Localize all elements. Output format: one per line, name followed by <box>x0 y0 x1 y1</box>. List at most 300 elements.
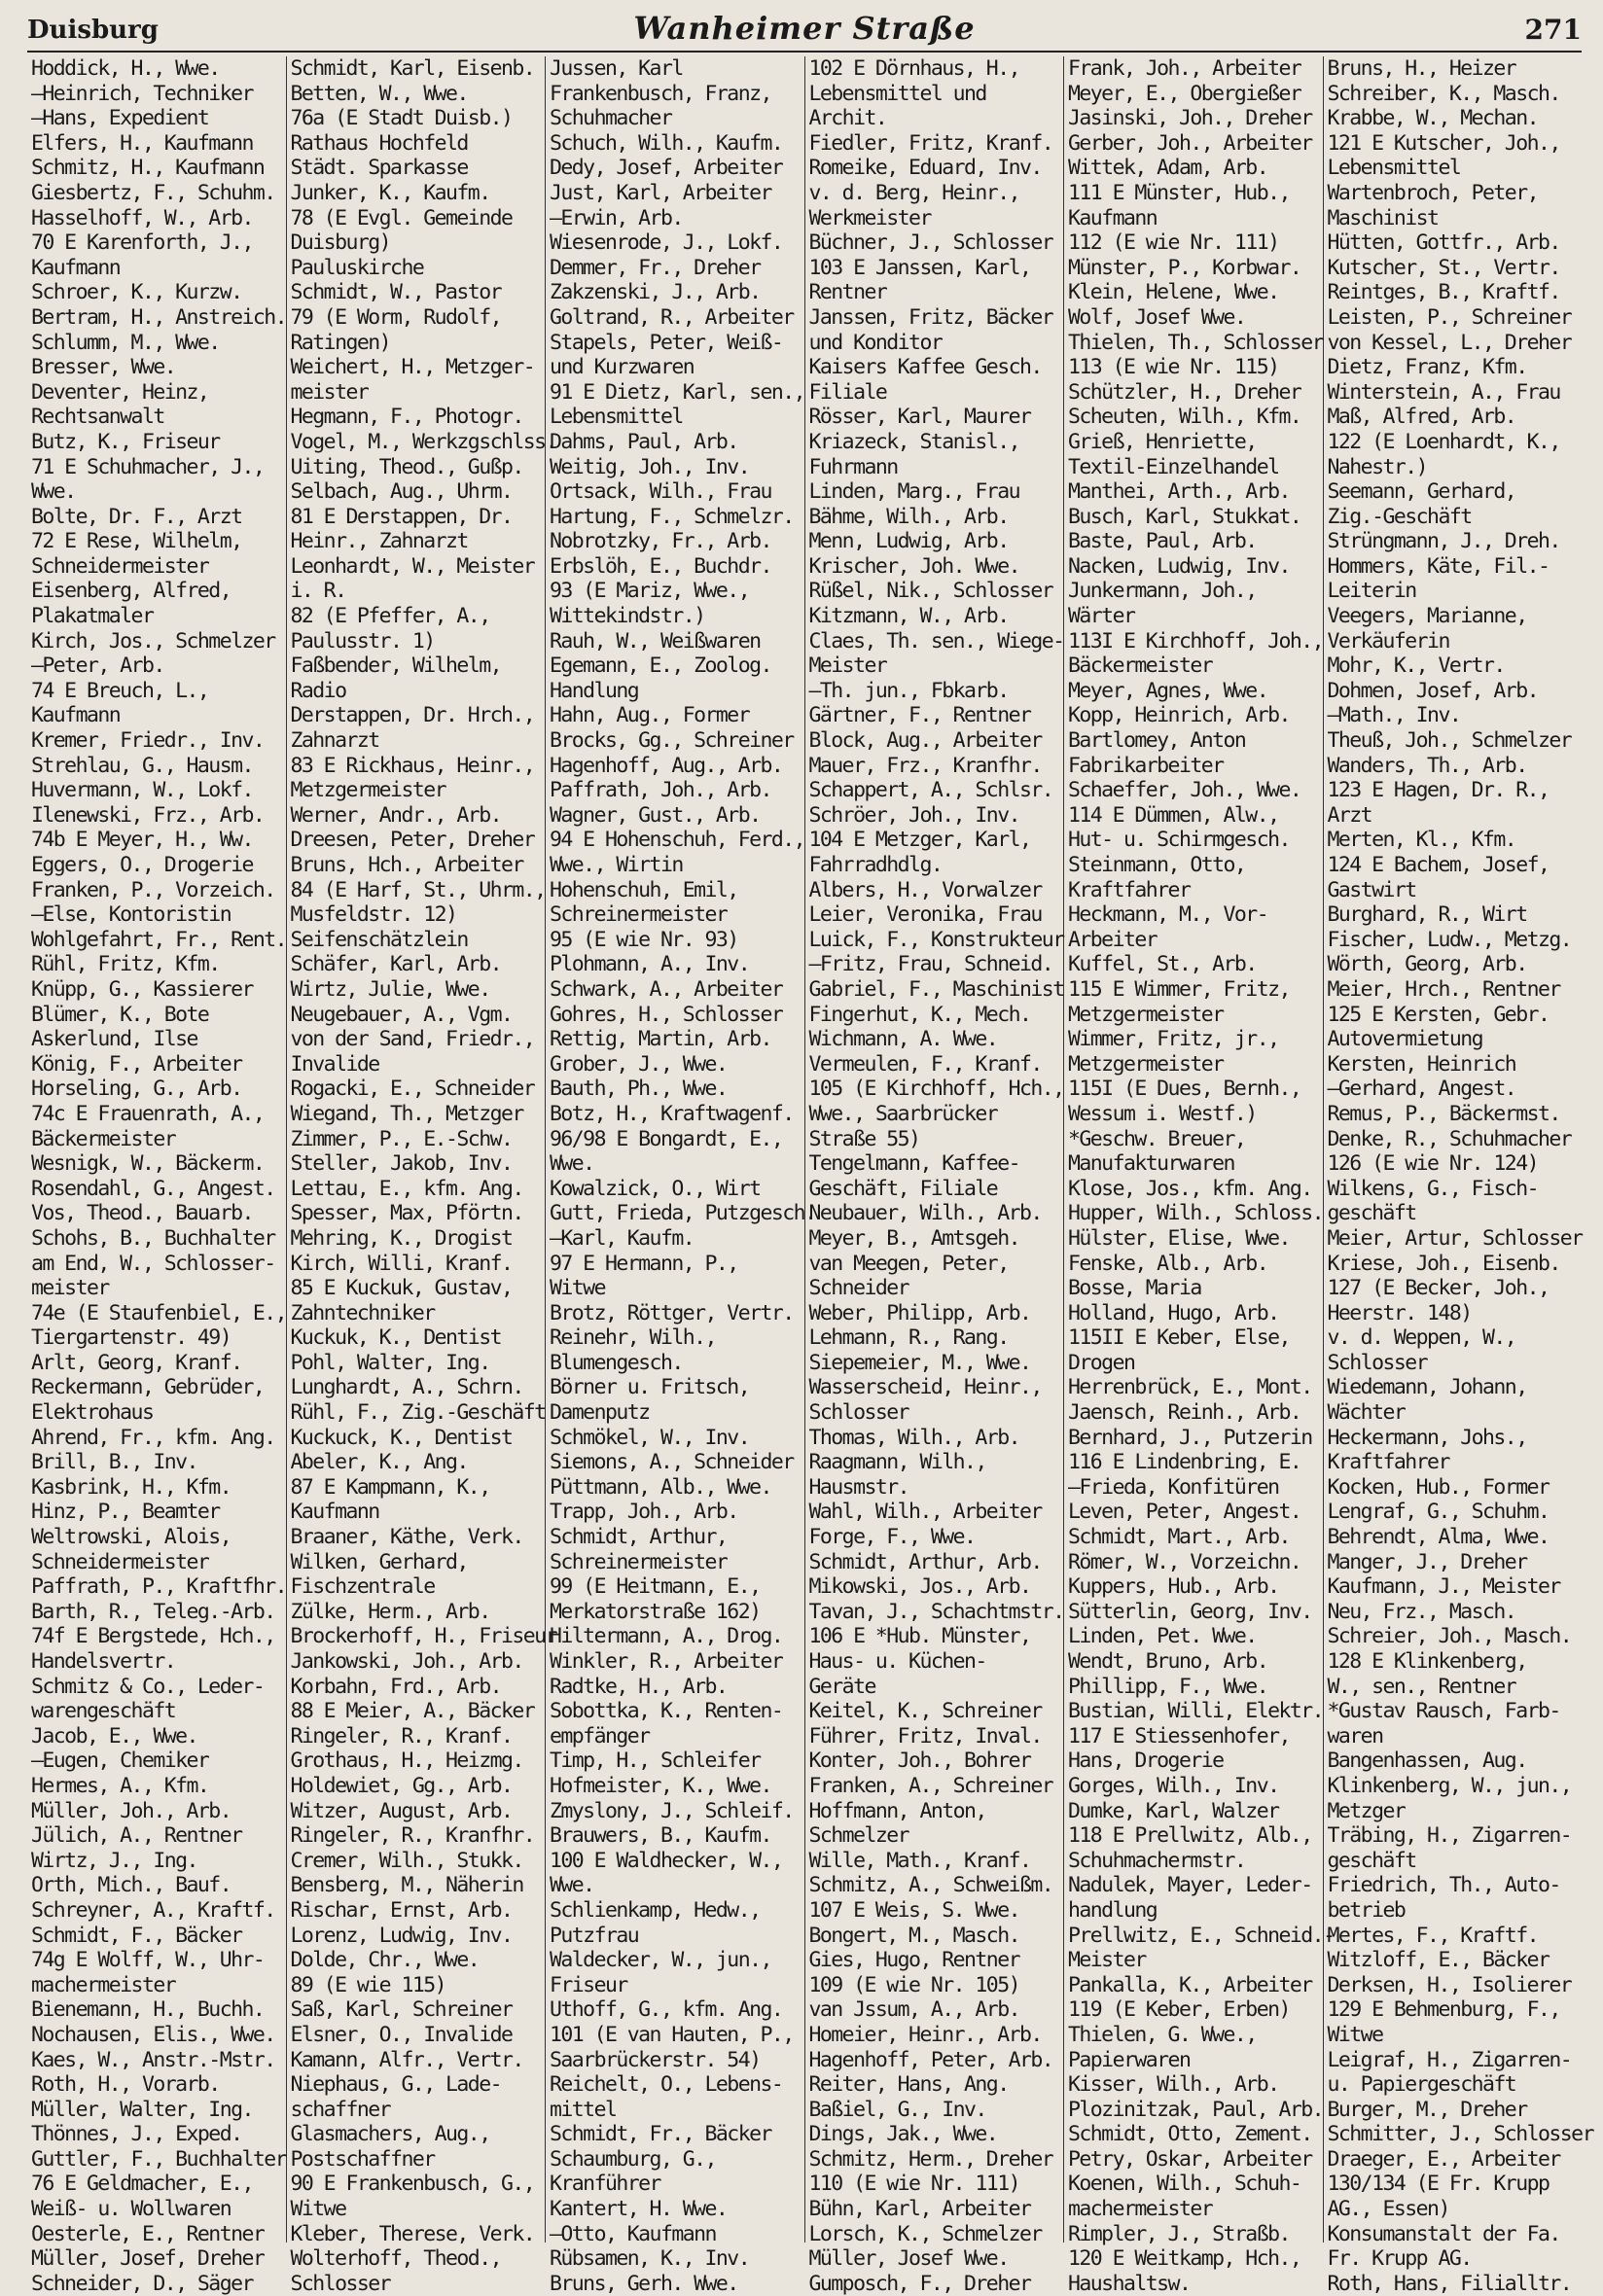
directory-entry-line: Paffrath, P., Kraftfhr. <box>31 1574 287 1600</box>
directory-entry-line: 130/134 (E Fr. Krupp <box>1327 2172 1550 2197</box>
directory-entry-line: warengeschäft <box>31 1699 176 1724</box>
directory-entry-line: Gohres, H., Schlosser <box>550 1002 783 1027</box>
directory-entry-line: Weitig, Joh., Inv. <box>550 454 750 479</box>
directory-entry-line: Grober, J., Wwe. <box>550 1051 728 1077</box>
directory-entry-line: Invalide <box>290 1051 379 1077</box>
directory-entry-line: 116 E Lindenbring, E. <box>1068 1450 1301 1475</box>
directory-entry-line: Lunghardt, A., Schrn. <box>290 1375 523 1400</box>
directory-entry-line: Dreesen, Peter, Dreher <box>290 828 535 853</box>
directory-entry-line: machermeister <box>31 1972 176 1997</box>
directory-entry-line: Wahl, Wilh., Arbeiter <box>808 1500 1042 1525</box>
directory-entry-line: Wittekindstr.) <box>550 604 705 629</box>
directory-entry-line: Brotz, Röttger, Vertr. <box>550 1300 794 1325</box>
directory-entry-line: Fiedler, Fritz, Kranf. <box>808 130 1053 156</box>
directory-entry-line: Erbslöh, E., Buchdr. <box>550 553 771 579</box>
directory-entry-line: Hasselhoff, W., Arb. <box>31 205 253 230</box>
directory-entry-line: Askerlund, Ilse <box>31 1027 197 1052</box>
directory-entry-line: Schmitz, A., Schweißm. <box>808 1873 1053 1898</box>
directory-entry-line: Wwe., Saarbrücker <box>808 1101 998 1126</box>
directory-entry-line: Krischer, Joh. Wwe. <box>808 553 1019 579</box>
directory-entry-line: empfänger <box>550 1723 650 1748</box>
directory-entry-line: Ilenewski, Frz., Arb. <box>31 802 265 828</box>
directory-entry-line: 84 (E Harf, St., Uhrm., <box>290 877 546 902</box>
directory-entry-line: 107 E Weis, S. Wwe. <box>808 1897 1019 1923</box>
directory-entry-line: Handlung <box>550 678 639 703</box>
directory-entry-line: waren <box>1327 1723 1383 1748</box>
directory-entry-line: Wohlgefahrt, Fr., Rent. <box>31 927 287 952</box>
directory-entry-line: Wiesenrode, J., Lokf. <box>550 230 783 256</box>
directory-entry-line: Derstappen, Dr. Hrch., <box>290 703 535 728</box>
directory-entry-line: Demmer, Fr., Dreher <box>550 255 761 280</box>
directory-entry-line: 91 E Dietz, Karl, sen., <box>550 379 805 405</box>
directory-entry-line: 96/98 E Bongardt, E., <box>550 1126 783 1151</box>
directory-entry-line: Bresser, Wwe. <box>31 355 176 380</box>
page-header <box>27 6 1582 53</box>
directory-entry-line: Phillipp, F., Wwe. <box>1068 1674 1268 1699</box>
directory-entry-line: Meyer, E., Obergießer <box>1068 81 1301 106</box>
directory-entry-line: Schneider <box>808 1276 909 1301</box>
directory-entry-line: Pankalla, K., Arbeiter <box>1068 1972 1312 1997</box>
directory-entry-line: Schmidt, Karl, Eisenb. <box>290 56 535 81</box>
directory-entry-line: Bernhard, J., Putzerin <box>1068 1425 1312 1450</box>
directory-entry-line: Witzloff, E., Bäcker <box>1327 1948 1550 1973</box>
directory-entry-line: Strüngmann, J., Dreh. <box>1327 529 1560 554</box>
directory-entry-line: Archit. <box>808 106 887 131</box>
directory-entry-line: Steinmann, Otto, <box>1068 853 1246 877</box>
directory-entry-line: Lebensmittel und <box>808 81 986 106</box>
directory-entry-line: Bühn, Karl, Arbeiter <box>808 2197 1031 2222</box>
directory-entry-line: 113 (E wie Nr. 115) <box>1068 355 1279 380</box>
directory-entry-line: Zahntechniker <box>290 1300 435 1325</box>
directory-entry-line: Trapp, Joh., Arb. <box>550 1500 738 1525</box>
directory-entry-line: Roth, Hans, Filialltr. <box>1327 2271 1572 2296</box>
directory-entry-line: Führer, Fritz, Inval. <box>808 1723 1042 1748</box>
directory-entry-line: 103 E Janssen, Karl, <box>808 255 1031 280</box>
column-4 <box>805 56 1065 2296</box>
directory-entry-line: Zakzenski, J., Arb. <box>550 280 761 305</box>
directory-entry-line: Bolte, Dr. F., Arzt <box>31 504 242 529</box>
directory-entry-line: Schneidermeister <box>31 1549 209 1574</box>
directory-entry-line: 129 E Behmenburg, F., <box>1327 1997 1560 2023</box>
directory-entry-line: Filiale <box>808 379 887 405</box>
directory-entry-line: Putzfrau <box>550 1923 639 1948</box>
directory-entry-line: Jankowski, Joh., Arb. <box>290 1649 523 1674</box>
directory-entry-line: Gorges, Wilh., Inv. <box>1068 1773 1279 1798</box>
directory-entry-line: Manthei, Arth., Arb. <box>1068 479 1290 505</box>
directory-entry-line: Textil-Einzelhandel <box>1068 454 1279 479</box>
directory-entry-line: 110 (E wie Nr. 111) <box>808 2172 1019 2197</box>
directory-entry-line: am End, W., Schlosser- <box>31 1251 275 1276</box>
directory-entry-line: Herrenbrück, E., Mont. <box>1068 1375 1312 1400</box>
directory-entry-line: Elfers, H., Kaufmann <box>31 130 253 156</box>
directory-entry-line: Wanders, Th., Arb. <box>1327 753 1527 778</box>
directory-entry-line: Eggers, O., Drogerie <box>31 853 253 877</box>
directory-entry-line: Wille, Math., Kranf. <box>808 1848 1031 1873</box>
directory-entry-line: 76a (E Stadt Duisb.) <box>290 106 513 131</box>
directory-entry-line: Rauh, W., Weißwaren <box>550 628 761 653</box>
directory-entry-line: Frankenbusch, Franz, <box>550 81 771 106</box>
directory-entry-line: Bruns, Gerh. Wwe. <box>550 2271 738 2296</box>
directory-entry-line: Bensberg, M., Näherin <box>290 1873 523 1898</box>
directory-entry-line: Plakatmaler <box>31 604 154 629</box>
directory-entry-line: Wasserscheid, Heinr., <box>808 1375 1042 1400</box>
directory-entry-line: Zülke, Herm., Arb. <box>290 1599 490 1624</box>
directory-entry-line: Bauth, Ph., Wwe. <box>550 1077 728 1102</box>
directory-entry-line: Elsner, O., Invalide <box>290 2022 513 2047</box>
directory-entry-line: 101 (E van Hauten, P., <box>550 2022 794 2047</box>
directory-entry-line: Mehring, K., Drogist <box>290 1225 513 1251</box>
directory-entry-line: Ringeler, R., Kranfhr. <box>290 1823 535 1849</box>
directory-entry-line: Wwe. <box>550 1151 594 1177</box>
directory-entry-line: Hegmann, F., Photogr. <box>290 405 523 430</box>
directory-entry-line: 70 E Karenforth, J., <box>31 230 253 256</box>
directory-entry-line: 109 (E wie Nr. 105) <box>808 1972 1019 1997</box>
directory-entry-line: Schreyner, A., Kraftf. <box>31 1897 275 1923</box>
directory-entry-line: Kisser, Wilh., Arb. <box>1068 2072 1279 2098</box>
column-5 <box>1064 56 1335 2296</box>
directory-entry-line: Rühl, F., Zig.-Geschäft <box>290 1400 546 1426</box>
directory-entry-line: Grothaus, H., Heizmg. <box>290 1748 523 1774</box>
directory-entry-line: Menn, Ludwig, Arb. <box>808 529 1009 554</box>
directory-entry-line: Romeike, Eduard, Inv. <box>808 156 1042 181</box>
directory-entry-line: Witwe <box>550 1276 605 1301</box>
directory-entry-line: 104 E Metzger, Karl, <box>808 828 1031 853</box>
directory-entry-line: —Hans, Expedient <box>31 106 209 131</box>
directory-entry-line: Haus- u. Küchen- <box>808 1649 986 1674</box>
directory-entry-line: 124 E Bachem, Josef, <box>1327 853 1550 877</box>
directory-entry-line: Kuckuk, K., Dentist <box>290 1325 501 1351</box>
directory-entry-line: Kersten, Heinrich <box>1327 1051 1516 1077</box>
directory-entry-line: Hommers, Käte, Fil.- <box>1327 553 1550 579</box>
directory-entry-line: Stapels, Peter, Weiß- <box>550 330 783 355</box>
directory-entry-line: Leier, Veronika, Frau <box>808 902 1042 928</box>
directory-entry-line: —Otto, Kaufmann <box>550 2221 716 2246</box>
directory-entry-line: Friseur <box>550 1972 627 1997</box>
column-6 <box>1324 56 1593 2296</box>
directory-entry-line: Heckermann, Johs., <box>1327 1425 1527 1450</box>
directory-entry-line: Dolde, Chr., Wwe. <box>290 1948 480 1973</box>
directory-entry-line: 125 E Kersten, Gebr. <box>1327 1002 1550 1027</box>
directory-entry-line: Dings, Jak., Wwe. <box>808 2122 998 2147</box>
directory-entry-line: Fuhrmann <box>808 454 898 479</box>
directory-entry-line: Püttmann, Alb., Wwe. <box>550 1474 771 1500</box>
directory-entry-line: Straße 55) <box>808 1126 920 1151</box>
directory-entry-line: Meier, Hrch., Rentner <box>1327 976 1560 1002</box>
directory-entry-line: Arlt, Georg, Kranf. <box>31 1350 242 1375</box>
directory-entry-line: Veegers, Marianne, <box>1327 604 1527 629</box>
directory-entry-line: Krabbe, W., Mechan. <box>1327 106 1538 131</box>
directory-entry-line: Schmidt, Arthur, Arb. <box>808 1549 1042 1574</box>
directory-entry-line: Remus, P., Bäckermst. <box>1327 1101 1560 1126</box>
directory-entry-line: Mikowski, Jos., Arb. <box>808 1574 1031 1600</box>
directory-entry-line: Rösser, Karl, Maurer <box>808 405 1031 430</box>
directory-entry-line: Schützler, H., Dreher <box>1068 379 1301 405</box>
directory-entry-line: Raagmann, Wilh., <box>808 1450 986 1475</box>
directory-entry-line: Kranführer <box>550 2172 660 2197</box>
directory-entry-line: Postschaffner <box>290 2146 435 2172</box>
directory-entry-line: und Konditor <box>808 330 943 355</box>
directory-entry-line: Janssen, Fritz, Bäcker <box>808 304 1053 330</box>
directory-entry-line: König, F., Arbeiter <box>31 1051 242 1077</box>
directory-entry-line: Zig.-Geschäft <box>1327 504 1472 529</box>
directory-entry-line: Rathaus Hochfeld <box>290 130 468 156</box>
directory-entry-line: Konter, Joh., Bohrer <box>808 1748 1031 1774</box>
directory-entry-line: Haushaltsw. <box>1068 2271 1191 2296</box>
directory-entry-line: Börner u. Fritsch, <box>550 1375 750 1400</box>
directory-entry-line: Seemann, Gerhard, <box>1327 479 1516 505</box>
directory-entry-line: Metzger <box>1327 1798 1406 1823</box>
directory-entry-line: Radtke, H., Arb. <box>550 1674 728 1699</box>
directory-entry-line: Leiterin <box>1327 579 1416 604</box>
directory-entry-line: Egemann, E., Zoolog. <box>550 653 771 679</box>
directory-entry-line: Jülich, A., Rentner <box>31 1823 242 1849</box>
directory-entry-line: handlung <box>1068 1897 1158 1923</box>
directory-entry-line: Wwe., Wirtin <box>550 853 683 877</box>
directory-entry-line: Kowalzick, O., Wirt <box>550 1176 761 1201</box>
directory-entry-line: Kamann, Alfr., Vertr. <box>290 2047 523 2072</box>
directory-entry-line: Papierwaren <box>1068 2047 1191 2072</box>
directory-entry-line: Metzgermeister <box>290 778 446 803</box>
directory-entry-line: Witwe <box>1327 2022 1383 2047</box>
directory-entry-line: Kuffel, St., Arb. <box>1068 952 1257 977</box>
directory-entry-line: Brauwers, B., Kaufm. <box>550 1823 771 1849</box>
directory-entry-line: Leigraf, H., Zigarren- <box>1327 2047 1572 2072</box>
directory-entry-line: Schreinermeister <box>550 902 728 928</box>
directory-entry-line: Gies, Hugo, Rentner <box>808 1948 1019 1973</box>
directory-entry-line: Zahnarzt <box>290 728 379 754</box>
directory-entry-line: Orth, Mich., Bauf. <box>31 1873 232 1898</box>
directory-entry-line: —Math., Inv. <box>1327 703 1461 728</box>
directory-entry-line: 114 E Dümmen, Alw., <box>1068 802 1279 828</box>
directory-entry-line: Müller, Walter, Ing. <box>31 2097 253 2122</box>
directory-entry-line: Rüßel, Nik., Schlosser <box>808 579 1053 604</box>
directory-entry-line: Neu, Frz., Masch. <box>1327 1599 1516 1624</box>
directory-entry-line: Wiedemann, Johann, <box>1327 1375 1527 1400</box>
directory-entry-line: Siemons, A., Schneider <box>550 1450 794 1475</box>
directory-entry-line: Rogacki, E., Schneider <box>290 1077 535 1102</box>
directory-entry-line: Baßiel, G., Inv. <box>808 2097 986 2122</box>
directory-entry-line: 78 (E Evgl. Gemeinde <box>290 205 513 230</box>
directory-entry-line: 127 (E Becker, Joh., <box>1327 1276 1550 1301</box>
directory-entry-line: Rettig, Martin, Arb. <box>550 1027 771 1052</box>
directory-entry-line: Sütterlin, Georg, Inv. <box>1068 1599 1312 1624</box>
directory-entry-line: Leven, Peter, Angest. <box>1068 1500 1301 1525</box>
directory-entry-line: Kaisers Kaffee Gesch. <box>808 355 1042 380</box>
directory-entry-line: Dedy, Josef, Arbeiter <box>550 156 783 181</box>
directory-entry-line: Mohr, K., Vertr. <box>1327 653 1505 679</box>
directory-entry-line: Prellwitz, E., Schneid.- <box>1068 1923 1335 1948</box>
directory-entry-line: Kitzmann, W., Arb. <box>808 604 1009 629</box>
directory-entry-line: 74b E Meyer, H., Ww. <box>31 828 253 853</box>
directory-entry-line: Fabrikarbeiter <box>1068 753 1224 778</box>
directory-entry-line: Jussen, Karl <box>550 56 683 81</box>
directory-entry-line: Kaes, W., Anstr.-Mstr. <box>31 2047 275 2072</box>
directory-entry-line: Merten, Kl., Kfm. <box>1327 828 1516 853</box>
directory-entry-line: Bustian, Willi, Elektr. <box>1068 1699 1324 1724</box>
directory-entry-line: Bertram, H., Anstreich. <box>31 304 287 330</box>
directory-entry-line: Gabriel, F., Maschinist <box>808 976 1064 1002</box>
directory-entry-line: Dietz, Franz, Kfm. <box>1327 355 1527 380</box>
directory-entry-line: Weiß- u. Wollwaren <box>31 2197 232 2222</box>
directory-entry-line: Koenen, Wilh., Schuh- <box>1068 2172 1301 2197</box>
directory-entry-line: Kaufmann <box>1068 205 1158 230</box>
directory-entry-line: Bruns, H., Heizer <box>1327 56 1516 81</box>
directory-entry-line: 112 (E wie Nr. 111) <box>1068 230 1279 256</box>
directory-entry-line: Städt. Sparkasse <box>290 156 468 181</box>
directory-entry-line: 115II E Keber, Else, <box>1068 1325 1290 1351</box>
directory-entry-line: Oesterle, E., Rentner <box>31 2221 265 2246</box>
directory-entry-line: Knüpp, G., Kassierer <box>31 976 253 1002</box>
directory-entry-line: —Gerhard, Angest. <box>1327 1077 1516 1102</box>
directory-entry-line: Strehlau, G., Hausm. <box>31 753 253 778</box>
directory-entry-line: Fenske, Alb., Arb. <box>1068 1251 1268 1276</box>
directory-entry-line: Geschäft, Filiale <box>808 1176 998 1201</box>
directory-entry-line: Radio <box>290 678 346 703</box>
directory-entry-line: Thielen, G. Wwe., <box>1068 2022 1257 2047</box>
directory-entry-line: 100 E Waldhecker, W., <box>550 1848 783 1873</box>
directory-entry-line: Werner, Andr., Arb. <box>290 802 501 828</box>
directory-entry-line: Schaumburg, G., <box>550 2146 716 2172</box>
directory-entry-line: Schmitz, H., Kaufmann <box>31 156 265 181</box>
directory-entry-line: Wilken, Gerhard, <box>290 1549 468 1574</box>
directory-entry-line: Wessum i. Westf.) <box>1068 1101 1257 1126</box>
directory-entry-line: machermeister <box>1068 2197 1213 2222</box>
directory-entry-line: Ringeler, R., Kranf. <box>290 1723 513 1748</box>
directory-entry-line: Schreiber, K., Masch. <box>1327 81 1560 106</box>
directory-entry-line: Rentner <box>808 280 887 305</box>
directory-entry-line: von der Sand, Friedr., <box>290 1027 535 1052</box>
directory-entry-line: Wagner, Gust., Arb. <box>550 802 761 828</box>
directory-entry-line: Huvermann, W., Lokf. <box>31 778 253 803</box>
directory-entry-line: Geräte <box>808 1674 875 1699</box>
directory-entry-line: Meyer, Agnes, Wwe. <box>1068 678 1268 703</box>
directory-entry-line: Steller, Jakob, Inv. <box>290 1151 513 1177</box>
directory-entry-line: Fahrradhdlg. <box>808 853 943 877</box>
directory-entry-line: Gastwirt <box>1327 877 1416 902</box>
directory-entry-line: Blümer, K., Bote <box>31 1002 209 1027</box>
directory-entry-line: Deventer, Heinz, <box>31 379 209 405</box>
directory-entry-line: Müller, Josef, Dreher <box>31 2246 265 2272</box>
directory-entry-line: Giesbertz, F., Schuhm. <box>31 180 275 205</box>
directory-entry-line: 97 E Hermann, P., <box>550 1251 738 1276</box>
directory-entry-line: Müller, Joh., Arb. <box>31 1798 232 1823</box>
directory-entry-line: 120 E Weitkamp, Hch., <box>1068 2246 1301 2272</box>
directory-entry-line: Botz, H., Kraftwagenf. <box>550 1101 794 1126</box>
page-number: 271 <box>1524 14 1582 46</box>
directory-entry-line: Wiegand, Th., Metzger <box>290 1101 523 1126</box>
directory-entry-line: 105 (E Kirchhoff, Hch., <box>808 1077 1064 1102</box>
directory-entry-line: Kraftfahrer <box>1068 877 1191 902</box>
directory-entry-line: 118 E Prellwitz, Alb., <box>1068 1823 1312 1849</box>
street-heading: Wanheimer Straße <box>633 10 976 47</box>
directory-entry-line: und Kurzwaren <box>550 355 695 380</box>
directory-entry-line: 74e (E Staufenbiel, E., <box>31 1300 287 1325</box>
directory-entry-line: 93 (E Mariz, Wwe., <box>550 579 750 604</box>
directory-entry-line: Guttler, F., Buchhalter <box>31 2146 287 2172</box>
directory-entry-line: Fischer, Ludw., Metzg. <box>1327 927 1572 952</box>
directory-entry-line: 99 (E Heitmann, E., <box>550 1574 761 1600</box>
directory-entry-line: Schroer, K., Kurzw. <box>31 280 242 305</box>
directory-entry-line: Witzer, August, Arb. <box>290 1798 513 1823</box>
directory-entry-line: Wittek, Adam, Arb. <box>1068 156 1268 181</box>
directory-entry-line: Drogen <box>1068 1350 1135 1375</box>
directory-entry-line: Wärter <box>1068 604 1135 629</box>
directory-entry-line: Wesnigk, W., Bäckerm. <box>31 1151 265 1177</box>
directory-entry-line: Wilkens, G., Fisch- <box>1327 1176 1538 1201</box>
directory-entry-line: Schröer, Joh., Inv. <box>808 802 1019 828</box>
directory-entry-line: Faßbender, Wilhelm, <box>290 653 501 679</box>
directory-entry-line: Heinr., Zahnarzt <box>290 529 468 554</box>
directory-entry-line: Winterstein, A., Frau <box>1327 379 1560 405</box>
directory-entry-line: 83 E Rickhaus, Heinr., <box>290 753 535 778</box>
directory-entry-line: Brill, B., Inv. <box>31 1450 197 1475</box>
directory-entry-line: 111 E Münster, Hub., <box>1068 180 1290 205</box>
directory-entry-line: Leisten, P., Schreiner <box>1327 304 1572 330</box>
directory-entry-line: Klein, Helene, Wwe. <box>1068 280 1279 305</box>
directory-entry-line: Schmökel, W., Inv. <box>550 1425 750 1450</box>
directory-entry-line: Lebensmittel <box>1327 156 1461 181</box>
directory-entry-line: Kleber, Therese, Verk. <box>290 2221 535 2246</box>
directory-entry-line: Klose, Jos., kfm. Ang. <box>1068 1176 1312 1201</box>
directory-entry-line: Schwark, A., Arbeiter <box>550 976 783 1002</box>
directory-entry-line: Derksen, H., Isolierer <box>1327 1972 1572 1997</box>
directory-entry-line: meister <box>290 379 369 405</box>
directory-entry-line: Schohs, B., Buchhalter <box>31 1225 275 1251</box>
directory-entry-line: Heerstr. 148) <box>1327 1300 1472 1325</box>
directory-entry-line: Fr. Krupp AG. <box>1327 2246 1472 2272</box>
directory-entry-line: Wwe. <box>31 479 76 505</box>
directory-entry-line: Manufakturwaren <box>1068 1151 1234 1177</box>
directory-entry-line: *Gustav Rausch, Farb- <box>1327 1699 1560 1724</box>
directory-entry-line: geschäft <box>1327 1201 1416 1226</box>
directory-entry-line: Betten, W., Wwe. <box>290 81 468 106</box>
directory-entry-line: Saarbrückerstr. 54) <box>550 2047 761 2072</box>
directory-entry-line: 82 (E Pfeffer, A., <box>290 604 490 629</box>
directory-entry-line: Holdewiet, Gg., Arb. <box>290 1773 513 1798</box>
directory-entry-line: Münster, P., Korbwar. <box>1068 255 1301 280</box>
directory-entry-line: Bruns, Hch., Arbeiter <box>290 853 523 877</box>
directory-entry-line: Schreinermeister <box>550 1549 728 1574</box>
directory-entry-line: Duisburg) <box>290 230 391 256</box>
directory-entry-line: Nadulek, Mayer, Leder- <box>1068 1873 1312 1898</box>
directory-entry-line: Kremer, Friedr., Inv. <box>31 728 265 754</box>
directory-entry-line: Selbach, Aug., Uhrm. <box>290 479 513 505</box>
directory-entry-line: Niephaus, G., Lade- <box>290 2072 501 2098</box>
directory-entry-line: Hülster, Elise, Wwe. <box>1068 1225 1290 1251</box>
directory-entry-line: Schlumm, M., Wwe. <box>31 330 220 355</box>
directory-entry-line: Lehmann, R., Rang. <box>808 1325 1009 1351</box>
directory-entry-line: Mertes, F., Kraftf. <box>1327 1923 1538 1948</box>
directory-entry-line: Grieß, Henriette, <box>1068 429 1257 454</box>
directory-entry-line: 117 E Stiessenhofer, <box>1068 1723 1290 1748</box>
directory-entry-line: 122 (E Loenhardt, K., <box>1327 429 1560 454</box>
directory-entry-line: Leonhardt, W., Meister <box>290 553 535 579</box>
directory-entry-line: 76 E Geldmacher, E., <box>31 2172 253 2197</box>
directory-entry-line: Mauer, Frz., Kranfhr. <box>808 753 1042 778</box>
directory-entry-line: Vogel, M., Werkzgschlss. <box>290 429 556 454</box>
directory-entry-line: Kuppers, Hub., Arb. <box>1068 1574 1279 1600</box>
directory-entry-line: 87 E Kampmann, K., <box>290 1474 490 1500</box>
directory-entry-line: Brocks, Gg., Schreiner <box>550 728 794 754</box>
directory-entry-line: Wwe. <box>550 1873 594 1898</box>
directory-entry-line: 74f E Bergstede, Hch., <box>31 1624 275 1649</box>
directory-entry-line: u. Papiergeschäft <box>1327 2072 1516 2098</box>
directory-entry-line: Reichelt, O., Lebens- <box>550 2072 783 2098</box>
directory-entry-line: 94 E Hohenschuh, Ferd., <box>550 828 805 853</box>
directory-entry-line: Damenputz <box>550 1400 650 1426</box>
city-heading: Duisburg <box>27 16 159 45</box>
directory-entry-line: Wolterhoff, Theod., <box>290 2246 501 2272</box>
